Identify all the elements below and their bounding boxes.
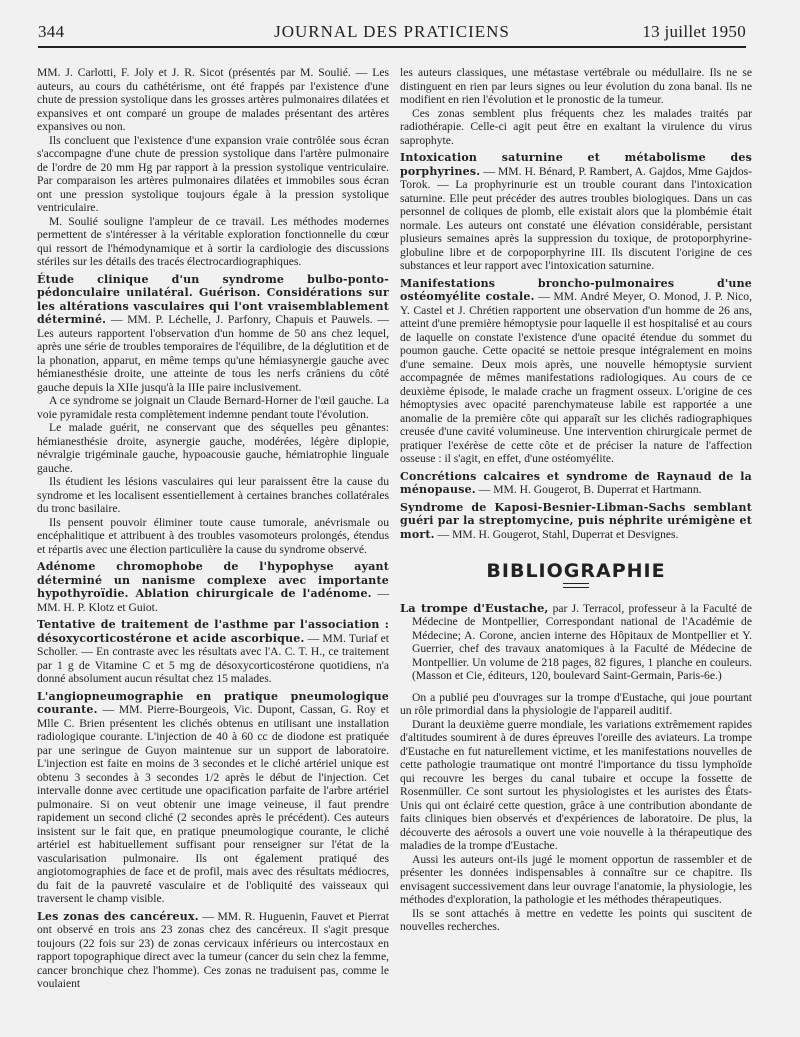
article-title: Intoxication saturnine et métabolisme des porphyrines. [400,151,752,178]
page-number: 344 [38,22,65,41]
bibliography-entry [400,602,752,683]
paragraph: Ils se sont attachés à mettre en vedette les points qui suscitent de nouvelles recherches. [400,906,752,933]
paragraph: Le malade guérit, ne conservant que des séquelles peu gênantes: hémianesthésie droite, asynergie gauche, modérées, légère diplopie, névralgie trigéminale gauche, hypoacousie gauche, hémiatrophie linguale gauche. [37,421,389,475]
right-column [400,66,752,934]
header-rule [38,46,746,48]
article-body: — MM. H. Gougerot, B. Duperrat et Hartmann. [475,483,702,496]
article-body: — MM. H. Gougerot, Stahl, Duperrat et Desvignes. [434,527,679,541]
article-3 [37,618,389,686]
article-8 [400,470,752,497]
article-body: — MM. Turiaf et Scholler. — En contraste avec les résultats avec l'A. C. T. H., ce traitement par 1 g de Vitamine C et 5 mg de désoxycorticostérone quotidiens, n'a donné absolument aucun résultat chez 15 malades. [37,631,389,685]
article-body: — MM. Pierre-Bourgeois, Vic. Dupont, Cassan, G. Roy et Mlle C. Brien présentent les clichés obtenus en utilisant une installation radiologique courante. L'injection de 40 à 60 cc de diodone est pratiquée par une seringue de Guyon maintenue sur un support de laboratoire. L'injection est faite en moins de 3 secondes et le cliché artériel unique est obtenu 3 secondes à 3 secondes 1/2 après le début de l'injection. Cet intervalle donne avec certitude une opacification parfaite de l'arbre artériel pulmonaire. Si on veut obtenir une image veineuse, il faut prendre rapidement un second cliché (2 secondes après le précédent). Ces auteurs insistent sur le fait que, en pratique pneumologique courante, le cliché artériel est habituellement suffisant pour renseigner sur l'état de la vascularisation pulmonaire. Ils ont également pratiqué des angiotomographies de face et de profil, mais avec des résultats médiocres, du fait de la pauvreté vasculaire et de l'obliquité des vaisseaux qui traversent le champ visible. [37,703,389,905]
paragraph: A ce syndrome se joignait un Claude Bernard-Horner de l'œil gauche. La voie pyramidale resta complètement indemne pendant toute l'évolution. [37,394,389,421]
paragraph: les auteurs classiques, une métastase vertébrale ou médullaire. Ils ne se distinguent en rien par leurs signes ou leur évolution du zona banal. Ils ne modifient en rien l'évolution et le pronostic de la tumeur. [400,66,752,106]
paragraph: Durant la deuxième guerre mondiale, les variations extrêmement rapides d'altitudes soumirent à de dures épreuves l'oreille des aviateurs. La trompe d'Eustache en fut naturellement victime, et les manifestations nouvelles de cette pathologie traumatique ont montré l'importance du tissu lymphoïde qui recouvre les berges du canal tubaire et occupe la fossette de Rosenmüller. Ce sont surtout les physiologistes et les auristes des États-Unis qui ont éclairé cette question, grâce à une contribution abondante de faits cliniques bien observés et d'expériences de laboratoire. De plus, la découverte des aérosols a ouvert une voie nouvelle à la thérapeutique des maladies de la trompe d'Eustache. [400,717,752,852]
article-1 [37,273,389,395]
paragraph: On a publié peu d'ouvrages sur la trompe d'Eustache, qui joue pourtant un rôle primordial dans la physiologie de l'appareil auditif. [400,690,752,717]
journal-title: JOURNAL DES PRATICIENS [274,22,510,41]
article-2 [37,560,389,614]
article-body: — MM. H. P. Klotz et Guiot. [37,587,389,614]
article-7 [400,277,752,466]
article-title: Adénome chromophobe de l'hypophyse ayant déterminé un nanisme complexe avec importante hypothyroïdie. Ablation chirurgicale de l'adénome. [37,560,389,600]
article-5 [37,910,389,991]
article-4 [37,690,389,906]
article-9 [400,501,752,542]
article-6 [400,151,752,273]
paragraph: Ils étudient les lésions vasculaires qui leur paraissent être la cause du syndrome et les localisent essentiellement à certaines branches collatérales du tronc basilaire. [37,475,389,515]
article-body: — MM. H. Bénard, P. Rambert, A. Gajdos, Mme Gajdos-Torok. — La prophyrinurie est un trouble courant dans l'intoxication saturnine. Elle peut précéder des autres troubles biologiques. Dans un cas personnel de coliques de plomb, elle existait alors que la plombémie était normale. Les auteurs ont constaté une élévation considérable, persistant plusieurs semaines après la suppression du toxique, de protoporphyrine-globuline libre et de corpoporphyrine III. Ils discutent l'origine de ces substances et leur rapport avec l'intoxication saturnine. [400,164,752,272]
paragraph: Aussi les auteurs ont-ils jugé le moment opportun de rassembler et de présenter les données indispensables à connaître sur ce chapitre. Ils envisagent successivement dans leur ouvrage l'anatomie, la physiologie, les méthodes d'exploration, la pathologie et les méthodes thérapeutiques. [400,852,752,906]
paragraph: Ces zonas semblent plus fréquents chez les malades traités par radiothérapie. Celle-ci agit peut être en exaltant la virulence du virus saprophyte. [400,106,752,147]
article-body: — MM. André Meyer, O. Monod, J. P. Nico, Y. Castel et J. Chrétien rapportent une observation d'un homme de 26 ans, atteint d'une première hémoptysie pour laquelle il est hospitalisé et au cours de laquelle on constate l'existence d'une opacité étendue du sommet du poumon gauche. Cette opacité se nettoie presque intégralement en moins d'une semaine. Deux mois après, une nouvelle hémoptysie survient accompagnée de mêmes manifestations radiologiques. Au cours de ce deuxième épisode, le malade crache un fragment osseux. L'origine de ces hémoptysies avec opacité parenchymateuse labile est rapportée a une anomalie de la première côte qui apparaît sur les clichés radiographiques creusée d'une cavité volumineuse. Une intervention chirurgicale permet de pratiquer l'exérèse de cette côte et de préciser la nature de l'affection osseuse : il s'agit, en effet, d'une ostéomyélite. [400,290,752,465]
article-title: Étude clinique d'un syndrome bulbo-ponto-pédonculaire unilatéral. Guérison. Considérations sur les altérations vasculaires qui l'ont vraisemblablement déterminé. [37,272,389,326]
article-title: L'angiopneumographie en pratique pneumologique courante. [37,689,389,716]
paragraph: Ils concluent que l'existence d'une expansion vraie contrôlée sous écran s'accompagne d'une chute de pression systolique dans l'artère pulmonaire de l'ordre de 20 mm Hg par rapport à la pression systolique ventriculaire. Par comparaison les artères pulmonaires dilatées et immobiles sous écran ont une pression systolique toujours égale à la pression systolique ventriculaire. [37,133,389,214]
article-title: Manifestations broncho-pulmonaires d'une ostéomyélite costale. [400,276,752,303]
article-title: Concrétions calcaires et syndrome de Raynaud de la ménopause. [400,469,752,496]
article-body: — MM. R. Huguenin, Fauvet et Pierrat ont observé en trois ans 23 zonas chez des cancéreux. Il s'agit presque toujours (22 fois sur 23) de zonas cervicaux inférieurs ou intercostaux en rapport topographique direct avec la tumeur (cancer du sein chez la femme, cancer bronchique chez l'homme). Ces zonas ne traduisent pas, comme le voulaient [37,909,389,990]
book-details: par J. Terracol, professeur à la Faculté de Médecine de Montpellier, Correspondant national de l'Académie de Médecine; A. Corone, ancien interne des Hôpitaux de Montpellier et Y. Guerrier, chef des travaux anatomiques à la Faculté de Médecine de Montpellier. Un volume de 218 pages, 82 figures, 1 planche en couleurs. (Masson et Cie, éditeurs, 120, boulevard Saint-Germain, Paris-6e.) [412,601,752,682]
paragraph: M. Soulié souligne l'ampleur de ce travail. Les méthodes modernes permettent de s'intéresser à la véritable exploration fonctionnelle du cœur qui ressort de l'hémodynamique et à sortir la cardiologie des discussions stériles sur les détails des tracés électrocardiographiques. [37,214,389,268]
running-header [38,22,746,44]
issue-date: 13 juillet 1950 [642,22,746,41]
bibliography-rule [563,583,589,588]
article-title: Les zonas des cancéreux. [37,909,199,923]
left-column [37,66,389,991]
paragraph: Ils pensent pouvoir éliminer toute cause tumorale, anévrismale ou encéphalitique et attribuent à des troubles vasomoteurs prolongés, étendus et répartis avec une élection particulière la cause du syndrome observé. [37,515,389,556]
article-title: Syndrome de Kaposi-Besnier-Libman-Sachs semblant guéri par la streptomycine, puis néphrite urémigène et mort. [400,500,752,541]
paragraph: MM. J. Carlotti, F. Joly et J. R. Sicot (présentés par M. Soulié. — Les auteurs, au cours du cathétérisme, ont été frappés par l'existence d'une chute de pression systolique dans les grosses artères pulmonaires dilatées et expansives et ont comparé un groupe de malades présentant des artères expansives ou non. [37,66,389,133]
book-title: La trompe d'Eustache, [400,600,549,615]
article-title: Tentative de traitement de l'asthme par l'association : désoxycorticostérone et acide ascorbique. [37,618,389,645]
bibliography-heading: BIBLIOGRAPHIE [486,560,666,582]
article-body: — MM. P. Léchelle, J. Parfonry, Chapuis et Pauwels. — Les auteurs rapportent l'observation d'un homme de 50 ans chez lequel, après une série de troubles temporaires de l'équilibre, de la déglutition et de la phonation, apparut, en même temps qu'une hémiasynergie gauche avec hémianesthésie droite, une atteinte de tous les nerfs crâniens du côté gauche depuis la XIIe jusqu'à la IIIe paire inclusivement. [37,313,389,394]
